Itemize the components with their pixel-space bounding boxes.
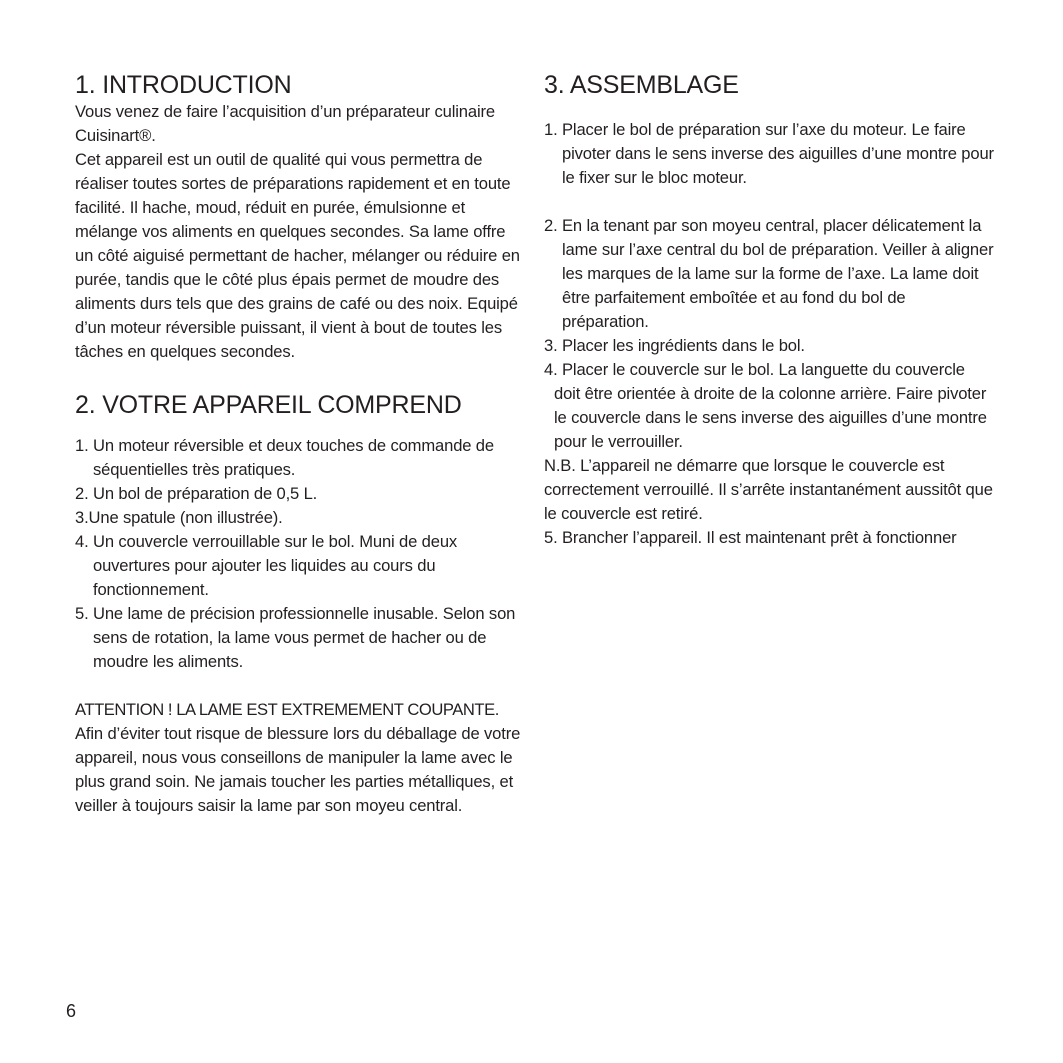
left-column xyxy=(75,70,525,818)
note-text: N.B. L’appareil ne démarre que lorsque le couvercle est correctement verrouillé. Il s’arrête instantanément aussitôt que le couvercle est retiré. xyxy=(544,456,993,523)
list-item: 5. Une lame de précision professionnelle inusable. Selon son sens de rotation, la lame vous permet de hacher ou de moudre les aliments. xyxy=(75,604,516,671)
list-item: 5. Brancher l’appareil. Il est maintenant prêt à fonctionner xyxy=(544,528,957,547)
list-item: 4. Placer le couvercle sur le bol. La languette du couvercle doit être orientée à droite de la colonne arrière. Faire pivoter le couvercle dans le sens inverse des aiguilles d’une montre pour le verrouiller. xyxy=(544,360,987,451)
section-title-introduction: 1. INTRODUCTION xyxy=(75,71,292,99)
intro-paragraph-2: Cet appareil est un outil de qualité qui vous permettra de réaliser toutes sortes de préparations rapidement et en toute facilité. Il hache, moud, réduit en purée, émulsionne et mélange vos aliments en quelques secondes. Sa lame offre un côté aiguisé permettant de hacher, mélanger ou réduire en purée, tandis que le côté plus épais permet de moudre des aliments durs tels que des grains de café ou des noix. Equipé d’un moteur réversible puissant, il vient à bout de toutes les tâches en quelques secondes. xyxy=(75,150,520,361)
appareil-list xyxy=(75,434,525,674)
list-item: 1. Placer le bol de préparation sur l’axe du moteur. Le faire pivoter dans le sens inverse des aiguilles d’une montre pour le fixer sur le bloc moteur. xyxy=(544,120,994,187)
list-item: 1. Un moteur réversible et deux touches de commande de séquentielles très pratiques. xyxy=(75,436,494,479)
warning-text: Afin d’éviter tout risque de blessure lors du déballage de votre appareil, nous vous conseillons de manipuler la lame avec le plus grand soin. Ne jamais toucher les parties métalliques, et veiller à toujours saisir la lame par son moyeu central. xyxy=(75,724,521,815)
list-item: 4. Un couvercle verrouillable sur le bol. Muni de deux ouvertures pour ajouter les liquides au cours du fonctionnement. xyxy=(75,532,458,599)
list-item: 3.Une spatule (non illustrée). xyxy=(75,508,283,527)
intro-paragraph-1: Vous venez de faire l’acquisition d’un préparateur culinaire Cuisinart®. xyxy=(75,102,495,145)
page-number: 6 xyxy=(66,1001,77,1021)
list-item: 2. Un bol de préparation de 0,5 L. xyxy=(75,484,318,503)
right-column xyxy=(544,70,994,550)
list-item: 3. Placer les ingrédients dans le bol. xyxy=(544,336,805,355)
assemblage-list xyxy=(544,118,994,550)
section-title-assemblage: 3. ASSEMBLAGE xyxy=(544,71,739,99)
section-title-appareil: 2. VOTRE APPAREIL COMPREND xyxy=(75,391,462,419)
warning-heading: ATTENTION ! LA LAME EST EXTREMEMENT COUPANTE. xyxy=(75,700,499,719)
list-item: 2. En la tenant par son moyeu central, placer délicatement la lame sur l’axe central du bol de préparation. Veiller à aligner les marques de la lame sur la forme de l’axe. La lame doit être parfaitement emboîtée et au fond du bol de préparation. xyxy=(544,216,994,331)
